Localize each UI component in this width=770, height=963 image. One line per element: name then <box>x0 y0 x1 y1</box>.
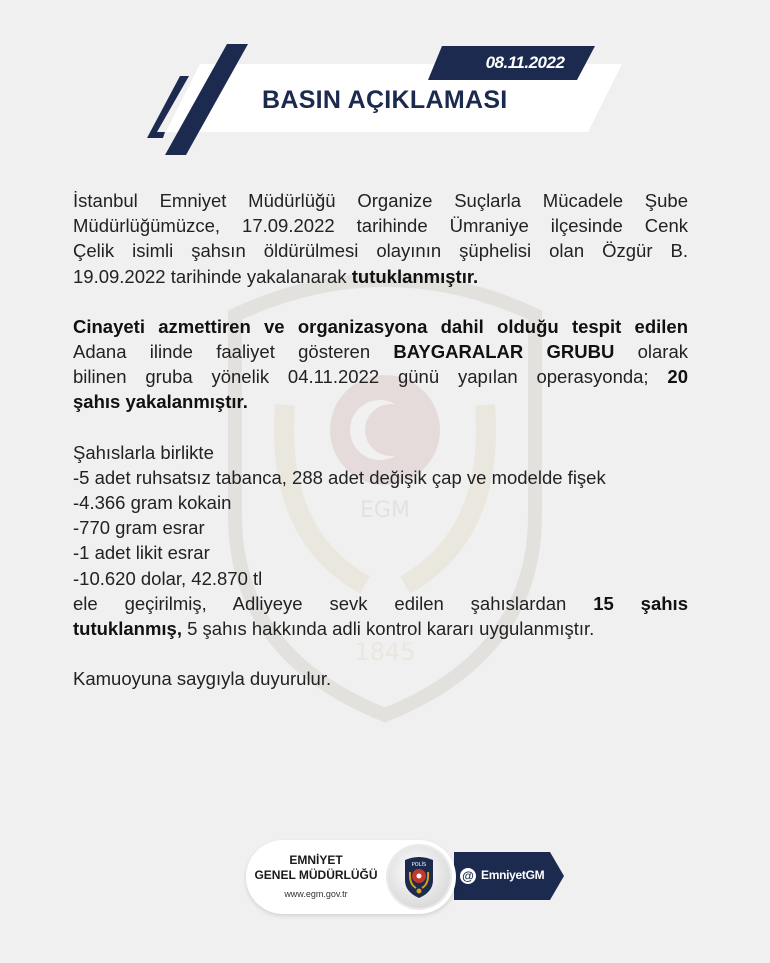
release-date: 08.11.2022 <box>485 53 565 72</box>
seized-item: -5 adet ruhsatsız tabanca, 288 adet değişik çap ve modelde fişek <box>73 466 606 488</box>
social-handle: EmniyetGM <box>481 868 545 882</box>
org-name-line1: EMNİYET <box>289 853 343 867</box>
social-handle-tag[interactable] <box>454 852 554 900</box>
closing-line: Kamuoyuna saygıyla duyurulur. <box>73 668 332 690</box>
svg-text:EGM: EGM <box>360 498 410 523</box>
paragraph-operation: Cinayeti azmettiren ve organizasyona dahil olduğu tespit edilen Adana ilinde faaliyet gösteren BAYGARALAR GRUBU olarak bilinen gruba yönelik 04.11.2022 günü yapılan operasyonda; 20 şahıs yakalanmıştır. <box>73 315 688 413</box>
police-badge-logo <box>388 846 450 908</box>
seized-item: -770 gram esrar <box>73 517 205 539</box>
seized-item: -1 adet likit esrar <box>73 542 210 564</box>
paragraph-arrest: İstanbul Emniyet Müdürlüğü Organize Suçlarla Mücadele Şube Müdürlüğümüzce, 17.09.2022 tarihinde Ümraniye ilçesinde Cenk Çelik isimli şahsın öldürülmesi olayının şüphelisi olan Özgür B. 19.09.2022 tarihinde yakalanarak tutuklanmıştır. <box>73 190 688 287</box>
at-icon: @ <box>460 868 476 884</box>
page-title: BASIN AÇIKLAMASI <box>262 86 508 114</box>
press-release-body <box>73 188 688 691</box>
seized-item: -10.620 dolar, 42.870 tl <box>73 567 263 589</box>
org-name-line2: GENEL MÜDÜRLÜĞÜ <box>254 868 378 882</box>
footer-signature <box>246 838 566 918</box>
seized-item: -4.366 gram kokain <box>73 492 232 514</box>
org-website-link[interactable]: www.egm.gov.tr <box>284 889 348 899</box>
svg-text:POLİS: POLİS <box>411 862 427 868</box>
svg-text:1845: 1845 <box>354 638 416 666</box>
press-release-header <box>0 0 770 170</box>
header-banner-shapes <box>0 0 770 170</box>
police-badge-icon <box>388 846 450 908</box>
paragraph-seizures: Şahıslarla birlikte -5 adet ruhsatsız tabanca, 288 adet değişik çap ve modelde fişek -4.366 gram kokain -770 gram esrar -1 adet likit esrar -10.620 dolar, 42.870 tl ele geçirilmiş, Adliyeye sevk edilen şahıslardan 15 şahıs tutuklanmış, 5 şahıs hakkında adli kontrol kararı uygulanmıştır. <box>73 441 688 640</box>
